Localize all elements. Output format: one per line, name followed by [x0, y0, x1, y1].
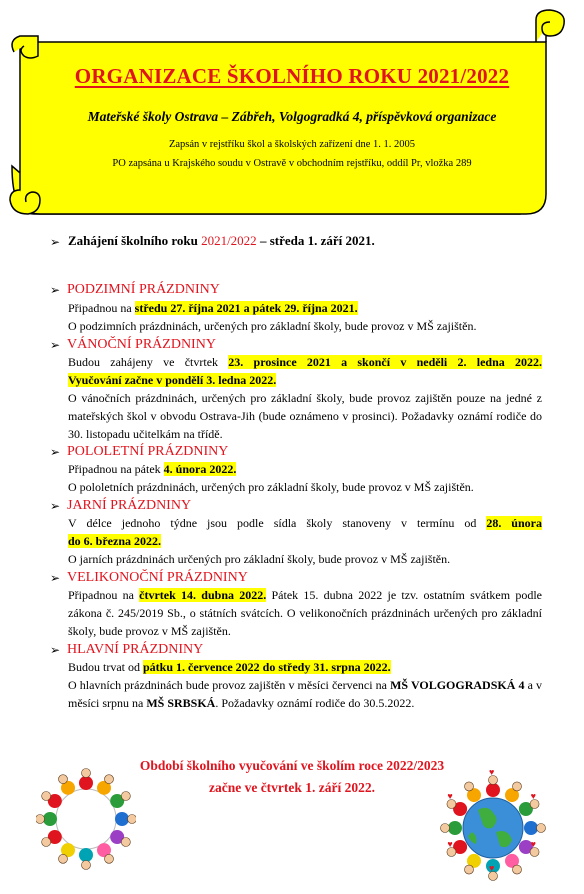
document-title: ORGANIZACE ŠKOLNÍHO ROKU 2021/2022 — [74, 64, 510, 88]
child-head — [36, 815, 45, 824]
section-body-summer: Budou trvat od pátku 1. července 2022 do středy 31. srpna 2022. O hlavních prázdninách bude provoz zajištěn v měsíci červenci na MŠ VOLGOGRADSKÁ 4 a v měsíci srpnu na MŠ SRBSKÁ. Požadavky oznámí rodiče do 30.5.2022. — [68, 660, 542, 710]
heart-icon: ♥ — [530, 791, 536, 801]
section-heading-halfyear: POLOLETNÍ PRÁZDNINY — [67, 444, 229, 459]
registry-note: Zapsán v rejstříku škol a školských zařízení dne 1. 1. 2005 — [168, 139, 416, 150]
child-head — [42, 792, 51, 801]
children-circle-icon — [36, 764, 136, 874]
child-head — [441, 824, 450, 833]
child-head — [105, 775, 114, 784]
child-figure — [115, 812, 129, 826]
child-figure — [79, 848, 93, 862]
child-figure — [486, 783, 500, 797]
section-body-halfyear: Připadnou na pátek 4. února 2022. O pololetních prázdninách, určených pro základní školy, bude provoz v MŠ zajištěn. — [68, 462, 474, 494]
child-head — [121, 792, 130, 801]
bullet-arrow-icon: ➢ — [50, 283, 61, 297]
school-name: Mateřské školy Ostrava – Zábřeh, Volgogradká 4, příspěvková organizace — [87, 109, 497, 124]
section-heading-summer: HLAVNÍ PRÁZDNINY — [67, 642, 204, 657]
child-head — [128, 815, 137, 824]
section-body-easter: Připadnou na čtvrtek 14. dubna 2022. Pátek 15. dubna 2022 je tzv. ostatním svátkem podle zákona č. 245/2019 Sb., o státních svátcích. O velikonočních prázdninách určených pro základní školy, bude provoz v MŠ zajištěn. — [68, 588, 542, 638]
section-heading-easter: VELIKONOČNÍ PRÁZDNINY — [67, 570, 248, 585]
register-note: PO zapsána u Krajského soudu v Ostravě v obchodním rejstříku, oddíl Pr, vložka 289 — [112, 158, 472, 169]
child-head — [59, 775, 68, 784]
child-head — [513, 782, 522, 791]
child-head — [59, 854, 68, 863]
section-body-christmas: Budou zahájeny ve čtvrtek 23. prosince 2021 a skončí v neděli 2. ledna 2022. Vyučování začne v pondělí 3. ledna 2022. O vánočních prázdninách, určených pro základní školy, bude provoz zajištěn pouze na jedné z mateřských škol v obvodu Ostrava-Jih (bude oznámeno v prosinci). Požadavky oznámí rodiče do 30. listopadu učitelkám na třídě. — [68, 355, 542, 441]
section-body-spring: V délce jednoho týdne jsou podle sídla školy stanoveny v termínu od 28. února do 6. března 2022. O jarních prázdninách určených pro základní školy, bude provoz v MŠ zajištěn. — [68, 516, 542, 566]
bullet-arrow-icon: ➢ — [50, 235, 61, 249]
child-head — [121, 838, 130, 847]
heart-icon: ♥ — [447, 791, 453, 801]
bullet-arrow-icon: ➢ — [50, 643, 61, 657]
child-head — [82, 769, 91, 778]
child-head — [465, 865, 474, 874]
child-figure — [524, 821, 538, 835]
child-head — [513, 865, 522, 874]
bullet-arrow-icon: ➢ — [50, 571, 61, 585]
child-head — [82, 861, 91, 870]
children-globe-icon — [438, 770, 548, 884]
heart-icon: ♥ — [489, 863, 495, 873]
child-head — [465, 782, 474, 791]
bullet-arrow-icon: ➢ — [50, 445, 61, 459]
section-heading-autumn: PODZIMNÍ PRÁZDNINY — [67, 282, 220, 297]
child-head — [537, 824, 546, 833]
heart-icon: ♥ — [447, 839, 453, 849]
next-year-note: Období školního vyučování ve školím roce 2022/2023 začne ve čtvrtek 1. září 2022. — [139, 758, 445, 795]
child-head — [42, 838, 51, 847]
heart-icon: ♥ — [489, 770, 495, 777]
school-year-start: Zahájení školního roku 2021/2022 – středa 1. září 2021. — [68, 233, 375, 248]
child-head — [105, 854, 114, 863]
child-figure — [79, 776, 93, 790]
child-figure — [448, 821, 462, 835]
bullet-arrow-icon: ➢ — [50, 499, 61, 513]
section-heading-christmas: VÁNOČNÍ PRÁZDNINY — [67, 337, 216, 352]
heart-icon: ♥ — [530, 839, 536, 849]
section-heading-spring: JARNÍ PRÁZDNINY — [67, 498, 192, 513]
bullet-arrow-icon: ➢ — [50, 338, 61, 352]
child-figure — [43, 812, 57, 826]
section-body-autumn: Připadnou na středu 27. října 2021 a pátek 29. října 2021. O podzimních prázdninách, určených pro základní školy, bude provoz v MŠ zajištěn. — [68, 301, 477, 333]
